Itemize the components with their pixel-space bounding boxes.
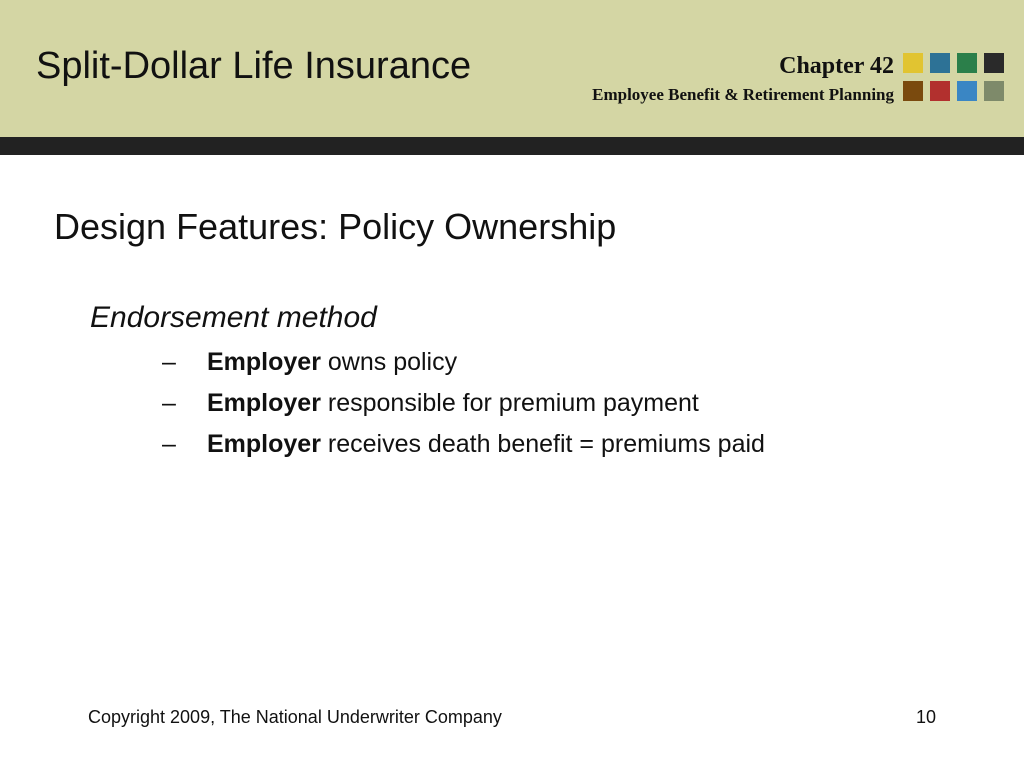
swatch-5: [903, 81, 923, 101]
swatch-6: [930, 81, 950, 101]
bullet-text: owns policy: [320, 348, 458, 376]
subheading: Endorsement method: [90, 301, 377, 334]
swatch-7: [957, 81, 977, 101]
bullet-item: [162, 344, 765, 385]
header-band: [0, 0, 1024, 137]
bullet-dash: –: [162, 389, 176, 417]
bullet-text: receives death benefit = premiums paid: [320, 430, 765, 458]
swatch-2: [930, 53, 950, 73]
swatch-3: [957, 53, 977, 73]
swatch-1: [903, 53, 923, 73]
copyright-footer: Copyright 2009, The National Underwriter Company: [88, 707, 502, 727]
bullet-list: [162, 344, 765, 467]
chapter-label: Chapter 42: [779, 53, 894, 79]
book-title: Employee Benefit & Retirement Planning: [592, 85, 894, 104]
bullet-item: [162, 385, 765, 426]
bullet-bold-term: Employer: [207, 430, 321, 458]
bullet-dash: –: [162, 430, 176, 458]
swatch-4: [984, 53, 1004, 73]
bullet-text: responsible for premium payment: [320, 389, 699, 417]
swatch-8: [984, 81, 1004, 101]
color-swatch-grid: [903, 53, 1005, 103]
header-divider-bar: [0, 137, 1024, 155]
bullet-bold-term: Employer: [207, 348, 321, 376]
page-number: 10: [916, 707, 937, 727]
deck-title: Split-Dollar Life Insurance: [36, 45, 472, 87]
bullet-item: [162, 426, 765, 467]
bullet-dash: –: [162, 348, 176, 376]
slide-title: Design Features: Policy Ownership: [54, 206, 617, 247]
bullet-bold-term: Employer: [207, 389, 321, 417]
